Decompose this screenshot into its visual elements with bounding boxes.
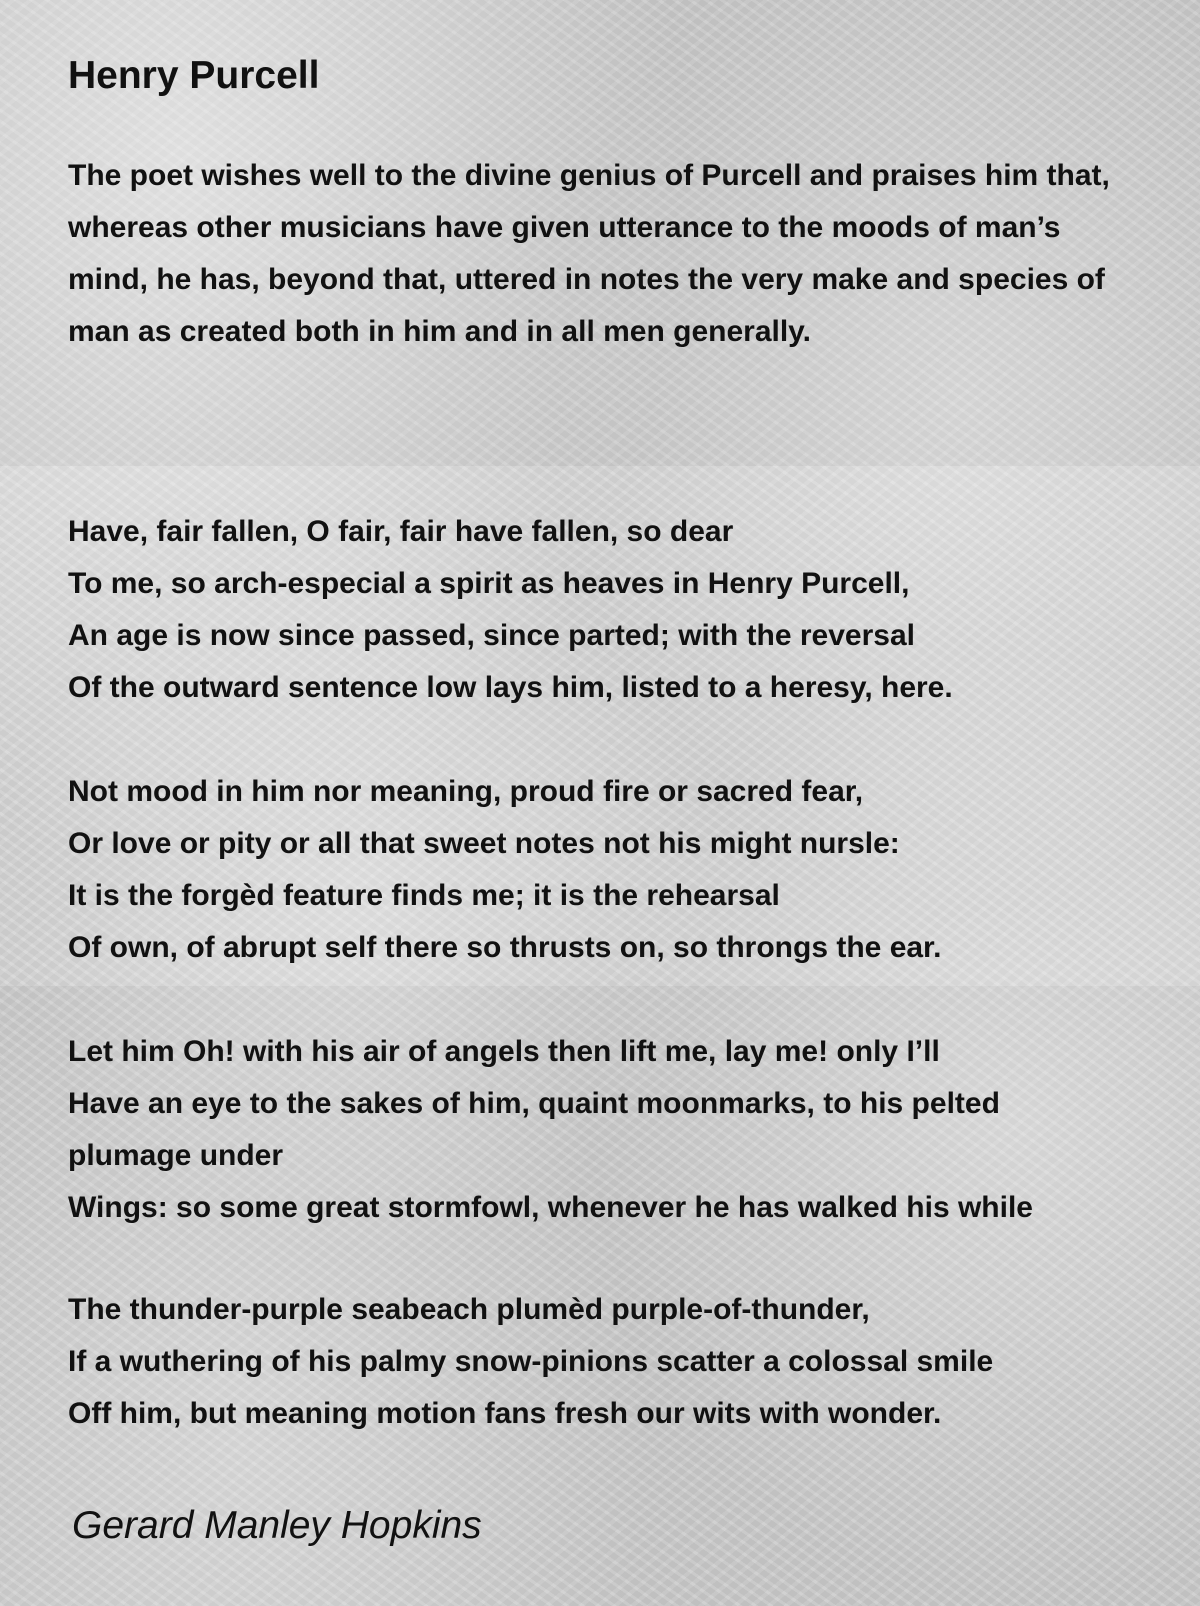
poem-summary: The poet wishes well to the divine genius of Purcell and praises him that, whereas other musicians have given utterance to the moods of man’s mind, he has, beyond that, uttered in notes the very make and species of man as created both in him and in all men generally. xyxy=(68,159,1110,348)
poem-line: It is the forgèd feature finds me; it is the rehearsal xyxy=(68,879,780,912)
poem-line: Not mood in him nor meaning, proud fire or sacred fear, xyxy=(68,775,864,808)
poem-line: Of own, of abrupt self there so thrusts on, so throngs the ear. xyxy=(68,931,942,964)
stanza-1 xyxy=(68,506,953,714)
poem-line: Have an eye to the sakes of him, quaint moonmarks, to his pelted xyxy=(68,1087,1000,1120)
poem-title: Henry Purcell xyxy=(68,54,320,97)
poem-line: Of the outward sentence low lays him, listed to a heresy, here. xyxy=(68,671,953,704)
poem-line: Have, fair fallen, O fair, fair have fallen, so dear xyxy=(68,515,734,548)
poem-line: Or love or pity or all that sweet notes not his might nursle: xyxy=(68,827,900,860)
poem-line: Off him, but meaning motion fans fresh our wits with wonder. xyxy=(68,1397,942,1430)
stanza-4 xyxy=(68,1284,993,1440)
poem-line: If a wuthering of his palmy snow-pinions scatter a colossal smile xyxy=(68,1345,994,1378)
poem-line: Wings: so some great stormfowl, whenever he has walked his while xyxy=(68,1191,1033,1224)
stanza-2 xyxy=(68,766,941,974)
poem-line: The thunder-purple seabeach plumèd purple-of-thunder, xyxy=(68,1293,870,1326)
poem-line: An age is now since passed, since parted; with the reversal xyxy=(68,619,915,652)
poem-line: To me, so arch-especial a spirit as heaves in Henry Purcell, xyxy=(68,567,910,600)
poem-line: plumage under xyxy=(68,1139,284,1172)
poem-line: Let him Oh! with his air of angels then lift me, lay me! only I’ll xyxy=(68,1035,940,1068)
poem-author: Gerard Manley Hopkins xyxy=(72,1504,482,1547)
stanza-3 xyxy=(68,1026,1033,1234)
